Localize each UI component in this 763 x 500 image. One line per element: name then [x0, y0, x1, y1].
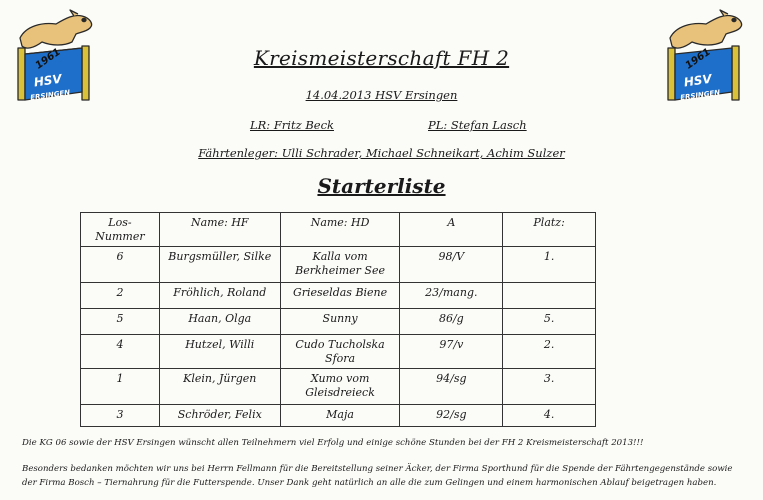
column-header-score: A — [400, 213, 503, 247]
cell-score: 92/sg — [400, 405, 503, 427]
table-row — [81, 247, 596, 283]
column-header-handler: Name: HF — [159, 213, 280, 247]
logo-town: ERSINGEN — [679, 88, 721, 103]
cell-lot-number: 4 — [81, 335, 160, 369]
cell-dog: Cudo Tucholska Sfora — [280, 335, 400, 369]
cell-handler: Hutzel, Willi — [159, 335, 280, 369]
logo-year: 1961 — [683, 46, 713, 72]
judge-line: LR: Fritz Beck — [250, 118, 334, 132]
table-row — [81, 283, 596, 309]
cell-dog: Grieseldas Biene — [280, 283, 400, 309]
cell-dog: Xumo vom Gleisdreieck — [280, 369, 400, 405]
column-header-dog: Name: HD — [280, 213, 400, 247]
cell-lot-number: 5 — [81, 309, 160, 335]
footer-thanks: Besonders bedanken möchten wir uns bei Herrn Fellmann für die Bereitstellung seiner Äcker, der Firma Sporthund für die Spende der Fährtengegenstände sowie der Firma Bosch – Tiernahrung für die Futterspende. Unser Dank geht natürlich an alle die zum Gelingen und einem harmonischen Ablauf beigetragen haben. — [22, 464, 733, 488]
cell-dog: Sunny — [280, 309, 400, 335]
cell-score: 86/g — [400, 309, 503, 335]
starter-table — [80, 212, 596, 427]
logo-club: HSV — [32, 71, 63, 90]
cell-score: 94/sg — [400, 369, 503, 405]
cell-handler: Fröhlich, Roland — [159, 283, 280, 309]
table-row — [81, 335, 596, 369]
cell-place — [503, 283, 596, 309]
trial-leader-line: PL: Stefan Lasch — [428, 118, 527, 132]
page-title: Kreismeisterschaft FH 2 — [253, 46, 510, 70]
cell-handler: Burgsmüller, Silke — [159, 247, 280, 283]
cell-score: 23/mang. — [400, 283, 503, 309]
logo-town: ERSINGEN — [29, 88, 71, 103]
cell-place: 4. — [503, 405, 596, 427]
cell-handler: Klein, Jürgen — [159, 369, 280, 405]
cell-dog: Maja — [280, 405, 400, 427]
event-date-line: 14.04.2013 HSV Ersingen — [305, 88, 458, 102]
cell-place: 2. — [503, 335, 596, 369]
cell-dog: Kalla vom Berkheimer See — [280, 247, 400, 283]
cell-handler: Haan, Olga — [159, 309, 280, 335]
cell-place: 5. — [503, 309, 596, 335]
track-layers-line: Fährtenleger: Ulli Schrader, Michael Schneikart, Achim Sulzer — [198, 146, 565, 160]
cell-lot-number: 2 — [81, 283, 160, 309]
cell-lot-number: 1 — [81, 369, 160, 405]
logo-year: 1961 — [33, 46, 63, 72]
cell-lot-number: 6 — [81, 247, 160, 283]
table-row — [81, 369, 596, 405]
table-row — [81, 309, 596, 335]
table-header-row — [81, 213, 596, 247]
column-header-place: Platz: — [503, 213, 596, 247]
cell-place: 3. — [503, 369, 596, 405]
cell-handler: Schröder, Felix — [159, 405, 280, 427]
cell-place: 1. — [503, 247, 596, 283]
starter-list-heading: Starterliste — [317, 174, 446, 198]
cell-score: 98/V — [400, 247, 503, 283]
table-row — [81, 405, 596, 427]
footer-wishes: Die KG 06 sowie der HSV Ersingen wünscht allen Teilnehmern viel Erfolg und einige schöne Stunden bei der FH 2 Kreismeisterschaft 2013!!! — [22, 438, 644, 448]
logo-club: HSV — [682, 71, 713, 90]
column-header-lot-number: Los-Nummer — [81, 213, 160, 247]
cell-score: 97/v — [400, 335, 503, 369]
cell-lot-number: 3 — [81, 405, 160, 427]
